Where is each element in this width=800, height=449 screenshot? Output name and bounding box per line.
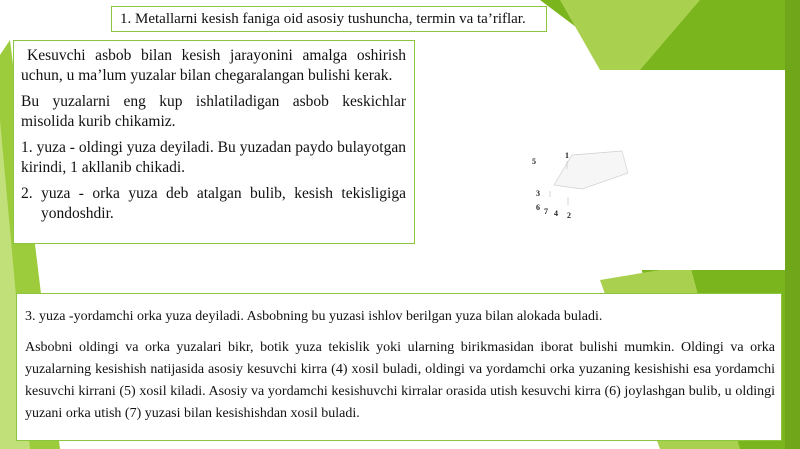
paragraph-example: Bu yuzalarni eng kup ishlatiladigan asbob keskichlar misolida kurib chikamiz. xyxy=(21,93,406,130)
paragraph-intro: Kesuvchi asbob bilan kesish jarayonini amalga oshirish uchun, u ma’lum yuzalar bilan chegaralangan bulishi kerak. xyxy=(21,47,406,84)
paragraph-edges: Asbobni oldingi va orka yuzalari bikr, botik yuza tekislik yoki ularning birikmasidan iborat bulishi mumkin. Oldingi va orka yuzalarning kesishish natijasida asosiy kesuvchi kirra (4) xosil buladi, oldingi va yordamchi orka yuzaning kesishishi esa yordamchi kesuvchi kirrani (5) xosil kiladi. Asosiy va yordamchi kesishuvchi kirralar orasida utish kesuvchi kirra (6) joylashgan bulib, u oldingi yuzani orka utish (7) yuzasi bilan kesishishdan xosil buladi. xyxy=(25,340,775,421)
diagram-label-6: 6 xyxy=(536,203,540,212)
paragraph-surface-3: 3. yuza -yordamchi orka yuza deyiladi. Asbobning bu yuzasi ishlov berilgan yuza bilan alokada buladi. xyxy=(25,309,603,324)
slide-title: 1. Metallarni kesish faniga oid asosiy tushuncha, termin va ta’riflar. xyxy=(120,11,526,27)
diagram-label-5: 5 xyxy=(532,157,536,166)
left-text-box xyxy=(13,40,415,244)
bg-right-strip xyxy=(785,0,800,449)
cutter-sketch xyxy=(522,145,642,225)
diagram-label-4: 4 xyxy=(554,209,558,218)
cutter-diagram xyxy=(522,145,642,225)
slide-title-box xyxy=(111,6,547,32)
bottom-text-box xyxy=(16,293,782,441)
paragraph-surface-1: 1. yuza - oldingi yuza deyiladi. Bu yuzadan paydo bulayotgan kirindi, 1 akllanib chikadi. xyxy=(21,139,406,176)
diagram-label-3: 3 xyxy=(536,189,540,198)
diagram-label-1: 1 xyxy=(565,151,569,160)
paragraph-surface-2: 2. yuza - orka yuza deb atalgan bulib, kesish tekisligiga yondoshdir. xyxy=(21,185,406,222)
diagram-label-7: 7 xyxy=(544,207,548,216)
diagram-label-2: 2 xyxy=(567,211,571,220)
